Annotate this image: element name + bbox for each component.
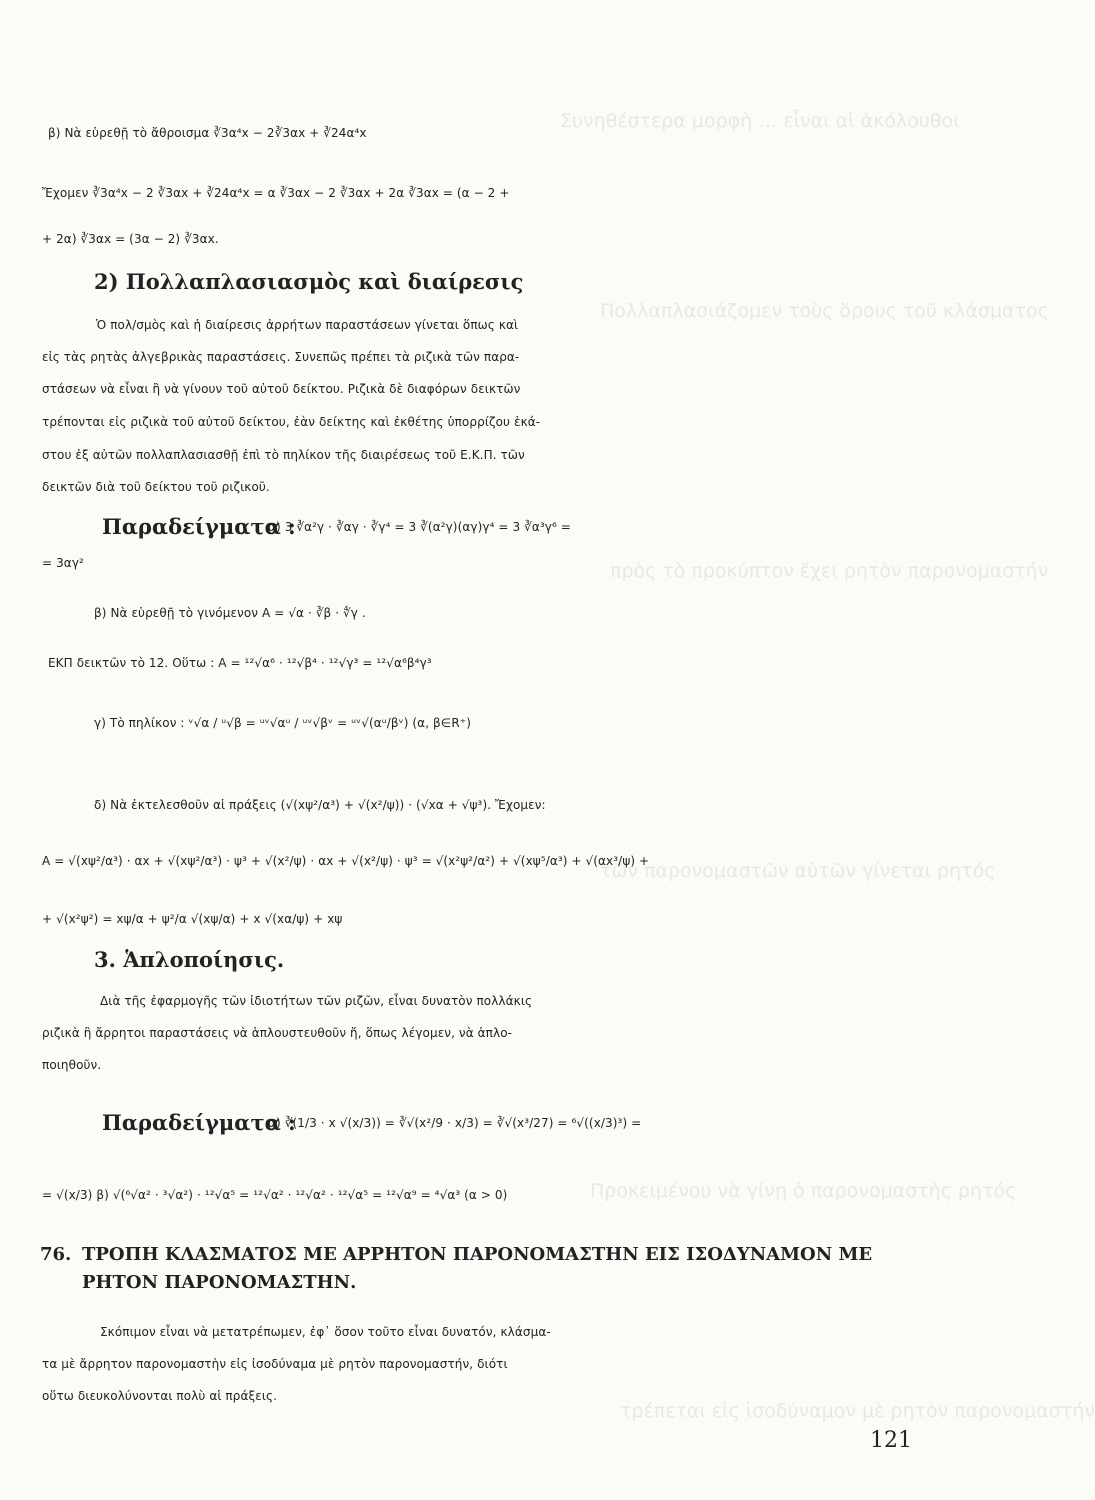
math-line: γ) Τὸ πηλίκον : ᵛ√α / ᵘ√β = ᵘᵛ√αᵘ / ᵘᵛ√βᵛ = ᵘᵛ√(αᵘ/βᵛ) (α, β∈R⁺) <box>94 716 471 730</box>
show-through-text: τρέπεται εἰς ἰσοδύναμον μὲ ρητὸν παρονομαστήν <box>620 1400 1095 1422</box>
text-line: δεικτῶν διὰ τοῦ δείκτου τοῦ ριζικοῦ. <box>42 480 270 494</box>
examples-label: Παραδείγματα : <box>102 514 296 539</box>
math-line: β) Νὰ εὑρεθῇ τὸ γινόμενον Α = √α · ∛β · ∜γ . <box>94 606 366 620</box>
text-line: β) Νὰ εὑρεθῇ τὸ ἄθροισμα ∛3α⁴x − 2∛3αx + ∛24α⁴x <box>48 126 367 140</box>
text-line: Σκόπιμον εἶναι νὰ μετατρέπωμεν, ἐφ᾽ ὅσον τοῦτο εἶναι δυνατόν, κλάσμα- <box>100 1325 551 1339</box>
section-heading: 2) Πολλαπλασιασμὸς καὶ διαίρεσις <box>94 269 524 294</box>
math-line: + √(x²ψ²) = xψ/α + ψ²/α √(xψ/α) + x √(xα/ψ) + xψ <box>42 912 343 926</box>
section-title-line: ΤΡΟΠΗ ΚΛΑΣΜΑΤΟΣ ΜΕ ΑΡΡΗΤΟΝ ΠΑΡΟΝΟΜΑΣΤΗΝ ΕΙΣ ΙΣΟΔΥΝΑΜΟΝ ΜΕ <box>82 1244 873 1265</box>
text-line: Ὁ πολ/σμὸς καὶ ἡ διαίρεσις ἀρρήτων παραστάσεων γίνεται ὅπως καὶ <box>96 318 519 332</box>
text-line: στάσεων νὰ εἶναι ἢ νὰ γίνουν τοῦ αὐτοῦ δείκτου. Ριζικὰ δὲ διαφόρων δεικτῶν <box>42 382 521 396</box>
section-title-line: ΡΗΤΟΝ ΠΑΡΟΝΟΜΑΣΤΗΝ. <box>82 1272 357 1293</box>
math-line: = √(x/3) β) √(⁶√α² · ³√α²) · ¹²√α⁵ = ¹²√α² · ¹²√α² · ¹²√α⁵ = ¹²√α⁹ = ⁴√α³ (α > 0) <box>42 1188 508 1202</box>
section-number: 76. <box>40 1244 72 1265</box>
math-line: δ) Νὰ ἐκτελεσθοῦν αἱ πράξεις (√(xψ²/α³) + √(x²/ψ)) · (√xα + √ψ³). Ἔχομεν: <box>94 798 546 812</box>
math-line: Α = √(xψ²/α³) · αx + √(xψ²/α³) · ψ³ + √(x²/ψ) · αx + √(x²/ψ) · ψ³ = √(x²ψ²/α²) + √(xψ⁵/α³) + √(αx³/ψ) + <box>42 854 650 868</box>
show-through-text: πρὸς τὸ προκύπτον ἔχει ρητὸν παρονομαστήν <box>610 560 1049 582</box>
text-line: + 2α) ∛3αx = (3α − 2) ∛3αx. <box>42 232 219 246</box>
examples-label: Παραδείγματα : <box>102 1110 296 1135</box>
math-line: = 3αγ² <box>42 556 84 570</box>
text-line: εἰς τὰς ρητὰς ἀλγεβρικὰς παραστάσεις. Συνεπῶς πρέπει τὰ ριζικὰ τῶν παρα- <box>42 350 520 364</box>
text-line: οὕτω διευκολύνονται πολὺ αἱ πράξεις. <box>42 1389 278 1403</box>
show-through-text: Πολλαπλασιάζομεν τοὺς ὅρους τοῦ κλάσματος <box>600 300 1049 322</box>
show-through-text: Συνηθέστερα μορφὴ … εἶναι αἱ ἀκόλουθοι <box>560 110 960 132</box>
text-line: τρέπονται εἰς ριζικὰ τοῦ αὐτοῦ δείκτου, ἐὰν δείκτης καὶ ἐκθέτης ὑπορρίζου ἑκά- <box>42 415 541 429</box>
section-heading: 3. Ἁπλοποίησις. <box>94 947 285 972</box>
show-through-text: Προκειμένου νὰ γίνῃ ὁ παρονομαστὴς ρητός <box>590 1180 1017 1202</box>
math-line: ΕΚΠ δεικτῶν τὸ 12. Οὕτω : Α = ¹²√α⁶ · ¹²√β⁴ · ¹²√γ³ = ¹²√α⁶β⁴γ³ <box>48 656 432 670</box>
text-line: στου ἐξ αὐτῶν πολλαπλασιασθῇ ἐπὶ τὸ πηλίκον τῆς διαιρέσεως τοῦ Ε.Κ.Π. τῶν <box>42 448 525 462</box>
text-line: τα μὲ ἄρρητον παρονομαστὴν εἰς ἰσοδύναμα μὲ ρητὸν παρονομαστήν, διότι <box>42 1357 508 1371</box>
text-line: Διὰ τῆς ἐφαρμογῆς τῶν ἰδιοτήτων τῶν ριζῶν, εἶναι δυνατὸν πολλάκις <box>100 994 533 1008</box>
text-line: Ἔχομεν ∛3α⁴x − 2 ∛3αx + ∛24α⁴x = α ∛3αx − 2 ∛3αx + 2α ∛3αx = (α − 2 + <box>42 186 510 200</box>
math-line: α) ∛(1/3 · x √(x/3)) = ∛√(x²/9 · x/3) = ∛√(x³/27) = ⁶√((x/3)³) = <box>268 1116 642 1130</box>
text-line: ριζικὰ ἢ ἄρρητοι παραστάσεις νὰ ἁπλουστευθοῦν ἤ, ὅπως λέγομεν, νὰ ἁπλο- <box>42 1026 513 1040</box>
math-line: α) 3 ∛α²γ · ∛αγ · ∛γ⁴ = 3 ∛(α²γ)(αγ)γ⁴ = 3 ∛α³γ⁶ = <box>268 520 571 534</box>
text-line: ποιηθοῦν. <box>42 1058 102 1072</box>
show-through-text: τῶν παρονομαστῶν αὐτῶν γίνεται ρητός <box>600 860 996 882</box>
page-number: 121 <box>870 1428 912 1453</box>
